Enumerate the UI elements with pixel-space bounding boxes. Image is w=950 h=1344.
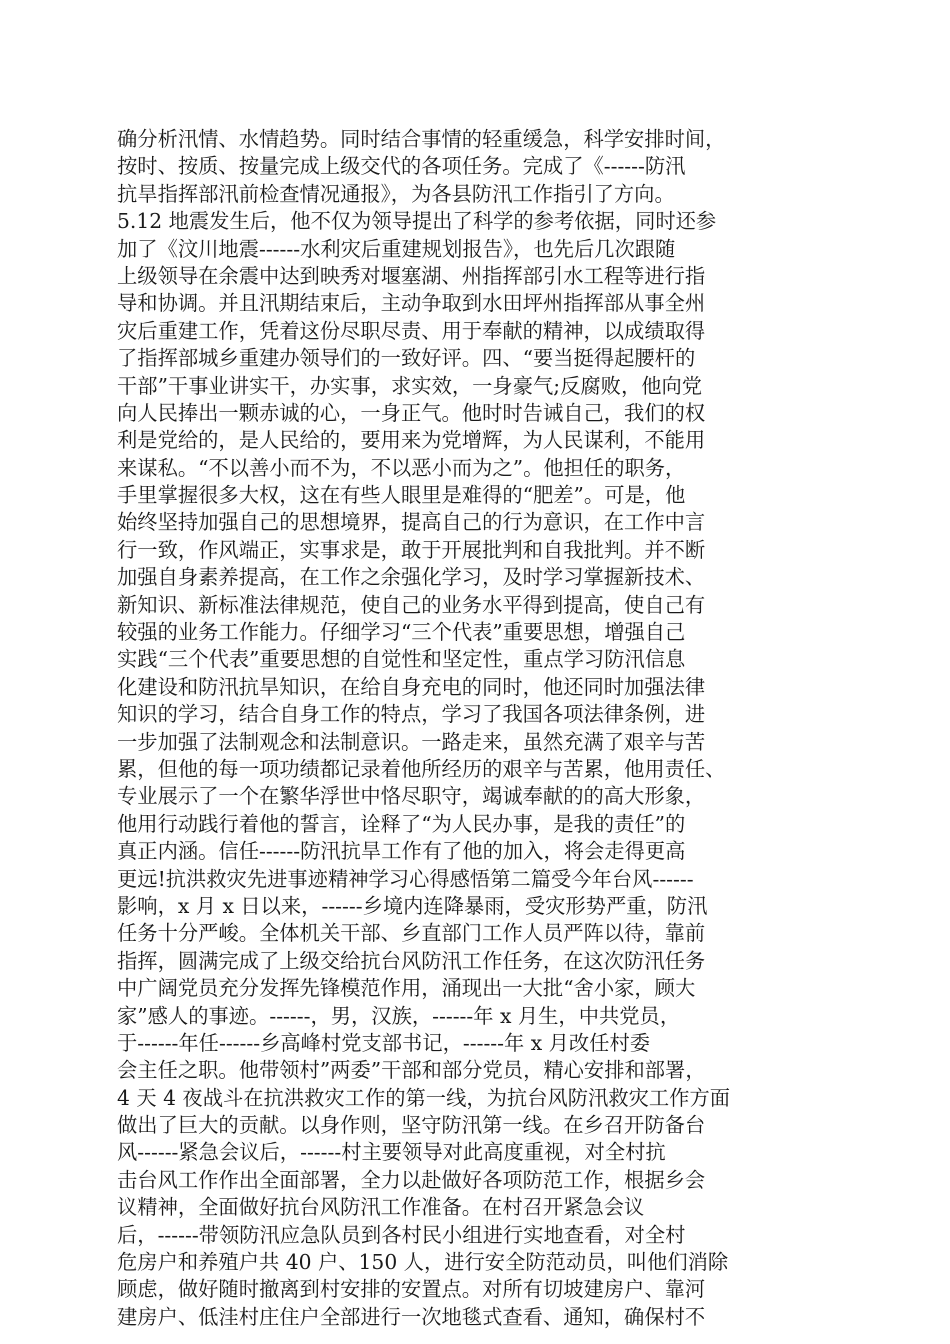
text-line: 上级领导在余震中达到映秀对堰塞湖、州指挥部引水工程等进行指 <box>117 263 706 288</box>
text-line: 行一致，作风端正，实事求是，敢于开展批判和自我批判。并不断 <box>117 537 706 562</box>
text-line: 导和协调。并且汛期结束后，主动争取到水田坪州指挥部从事全州 <box>117 291 706 316</box>
text-line: 真正内涵。信任------防汛抗旱工作有了他的加入，将会走得更高 <box>117 839 686 864</box>
text-line: 利是党给的，是人民给的，要用来为党增辉，为人民谋利，不能用 <box>117 428 706 453</box>
text-line: 家”感人的事迹。------，男，汉族，------年 x 月生，中共党员， <box>117 1003 681 1028</box>
text-line: 危房户和养殖户共 40 户、150 人，进行安全防范动员，叫他们消除 <box>117 1250 729 1275</box>
text-line: 按时、按质、按量完成上级交代的各项任务。完成了《------防汛 <box>117 154 686 179</box>
text-line: 议精神，全面做好抗台风防汛工作准备。在村召开紧急会议 <box>117 1195 645 1220</box>
text-line: 任务十分严峻。全体机关干部、乡直部门工作人员严阵以待，靠前 <box>117 921 706 946</box>
text-line: 做出了巨大的贡献。以身作则，坚守防汛第一线。在乡召开防备台 <box>117 1113 706 1138</box>
text-line: 实践“三个代表”重要思想的自觉性和坚定性，重点学习防汛信息 <box>117 647 686 672</box>
text-line: 更远!抗洪救灾先进事迹精神学习心得感悟第二篇受今年台风------ <box>117 866 694 891</box>
text-line: 较强的业务工作能力。仔细学习“三个代表”重要思想，增强自己 <box>117 620 686 645</box>
text-line: 建房户、低洼村庄住户全部进行一次地毯式查看、通知，确保村不 <box>117 1304 706 1329</box>
text-line: 5.12 地震发生后，他不仅为领导提出了科学的参考依据，同时还参 <box>117 209 717 234</box>
text-line: 手里掌握很多大权，这在有些人眼里是难得的“肥差”。可是，他 <box>117 483 686 508</box>
text-line: 一步加强了法制观念和法制意识。一路走来，虽然充满了艰辛与苦 <box>117 729 706 754</box>
text-line: 顾虑，做好随时撤离到村安排的安置点。对所有切坡建房户、靠河 <box>117 1277 706 1302</box>
text-line: 确分析汛情、水情趋势。同时结合事情的轻重缓急，科学安排时间， <box>117 127 726 151</box>
text-line: 后，------带领防汛应急队员到各村民小组进行实地查看，对全村 <box>117 1222 686 1247</box>
text-line: 加了《汶川地震------水利灾后重建规划报告》，也先后几次跟随 <box>117 236 676 261</box>
text-line: 影响，x 月 x 日以来，------乡境内连降暴雨，受灾形势严重，防汛 <box>117 893 708 918</box>
text-line: 加强自身素养提高，在工作之余强化学习，及时学习掌握新技术、 <box>117 565 706 590</box>
text-line: 化建设和防汛抗旱知识，在给自身充电的同时，他还同时加强法律 <box>117 674 706 699</box>
text-line: 击台风工作作出全面部署，全力以赴做好各项防范工作，根据乡会 <box>117 1167 706 1192</box>
text-line: 中广阔党员充分发挥先锋模范作用，涌现出一大批“舍小家，顾大 <box>117 976 696 1001</box>
text-line: 于------年任------乡高峰村党支部书记，------年 x 月改任村委 <box>117 1030 651 1055</box>
text-line: 他用行动践行着他的誓言，诠释了“为人民办事，是我的责任”的 <box>117 811 686 836</box>
text-line: 始终坚持加强自己的思想境界，提高自己的行为意识，在工作中言 <box>117 510 706 535</box>
text-line: 风------紧急会议后，------村主要领导对此高度重视，对全村抗 <box>117 1140 666 1165</box>
text-line: 灾后重建工作，凭着这份尽职尽责、用于奉献的精神，以成绩取得 <box>117 318 706 343</box>
text-line: 了指挥部城乡重建办领导们的一致好评。四、“要当挺得起腰杆的 <box>117 346 696 371</box>
text-line: 专业展示了一个在繁华浮世中恪尽职守，竭诚奉献的的高大形象， <box>117 784 706 809</box>
text-line: 4 天 4 夜战斗在抗洪救灾工作的第一线，为抗台风防汛救灾工作方面 <box>117 1085 731 1110</box>
text-line: 来谋私。“不以善小而不为，不以恶小而为之”。他担任的职务， <box>117 455 686 480</box>
text-line: 知识的学习，结合自身工作的特点，学习了我国各项法律条例，进 <box>117 702 706 727</box>
text-line: 指挥，圆满完成了上级交给抗台风防汛工作任务，在这次防汛任务 <box>117 948 706 973</box>
text-line: 会主任之职。他带领村”两委”干部和部分党员，精心安排和部署， <box>117 1058 706 1083</box>
text-line: 向人民捧出一颗赤诚的心，一身正气。他时时告诫自己，我们的权 <box>117 400 706 425</box>
text-line: 新知识、新标准法律规范，使自己的业务水平得到提高，使自己有 <box>117 592 706 617</box>
text-line: 干部”干事业讲实干，办实事，求实效，一身豪气;反腐败，他向党 <box>117 373 703 398</box>
text-line: 抗旱指挥部汛前检查情况通报》，为各县防汛工作指引了方向。 <box>117 181 675 206</box>
body-text <box>117 126 837 1331</box>
text-line: 累，但他的每一项功绩都记录着他所经历的艰辛与苦累，他用责任、 <box>117 756 726 781</box>
